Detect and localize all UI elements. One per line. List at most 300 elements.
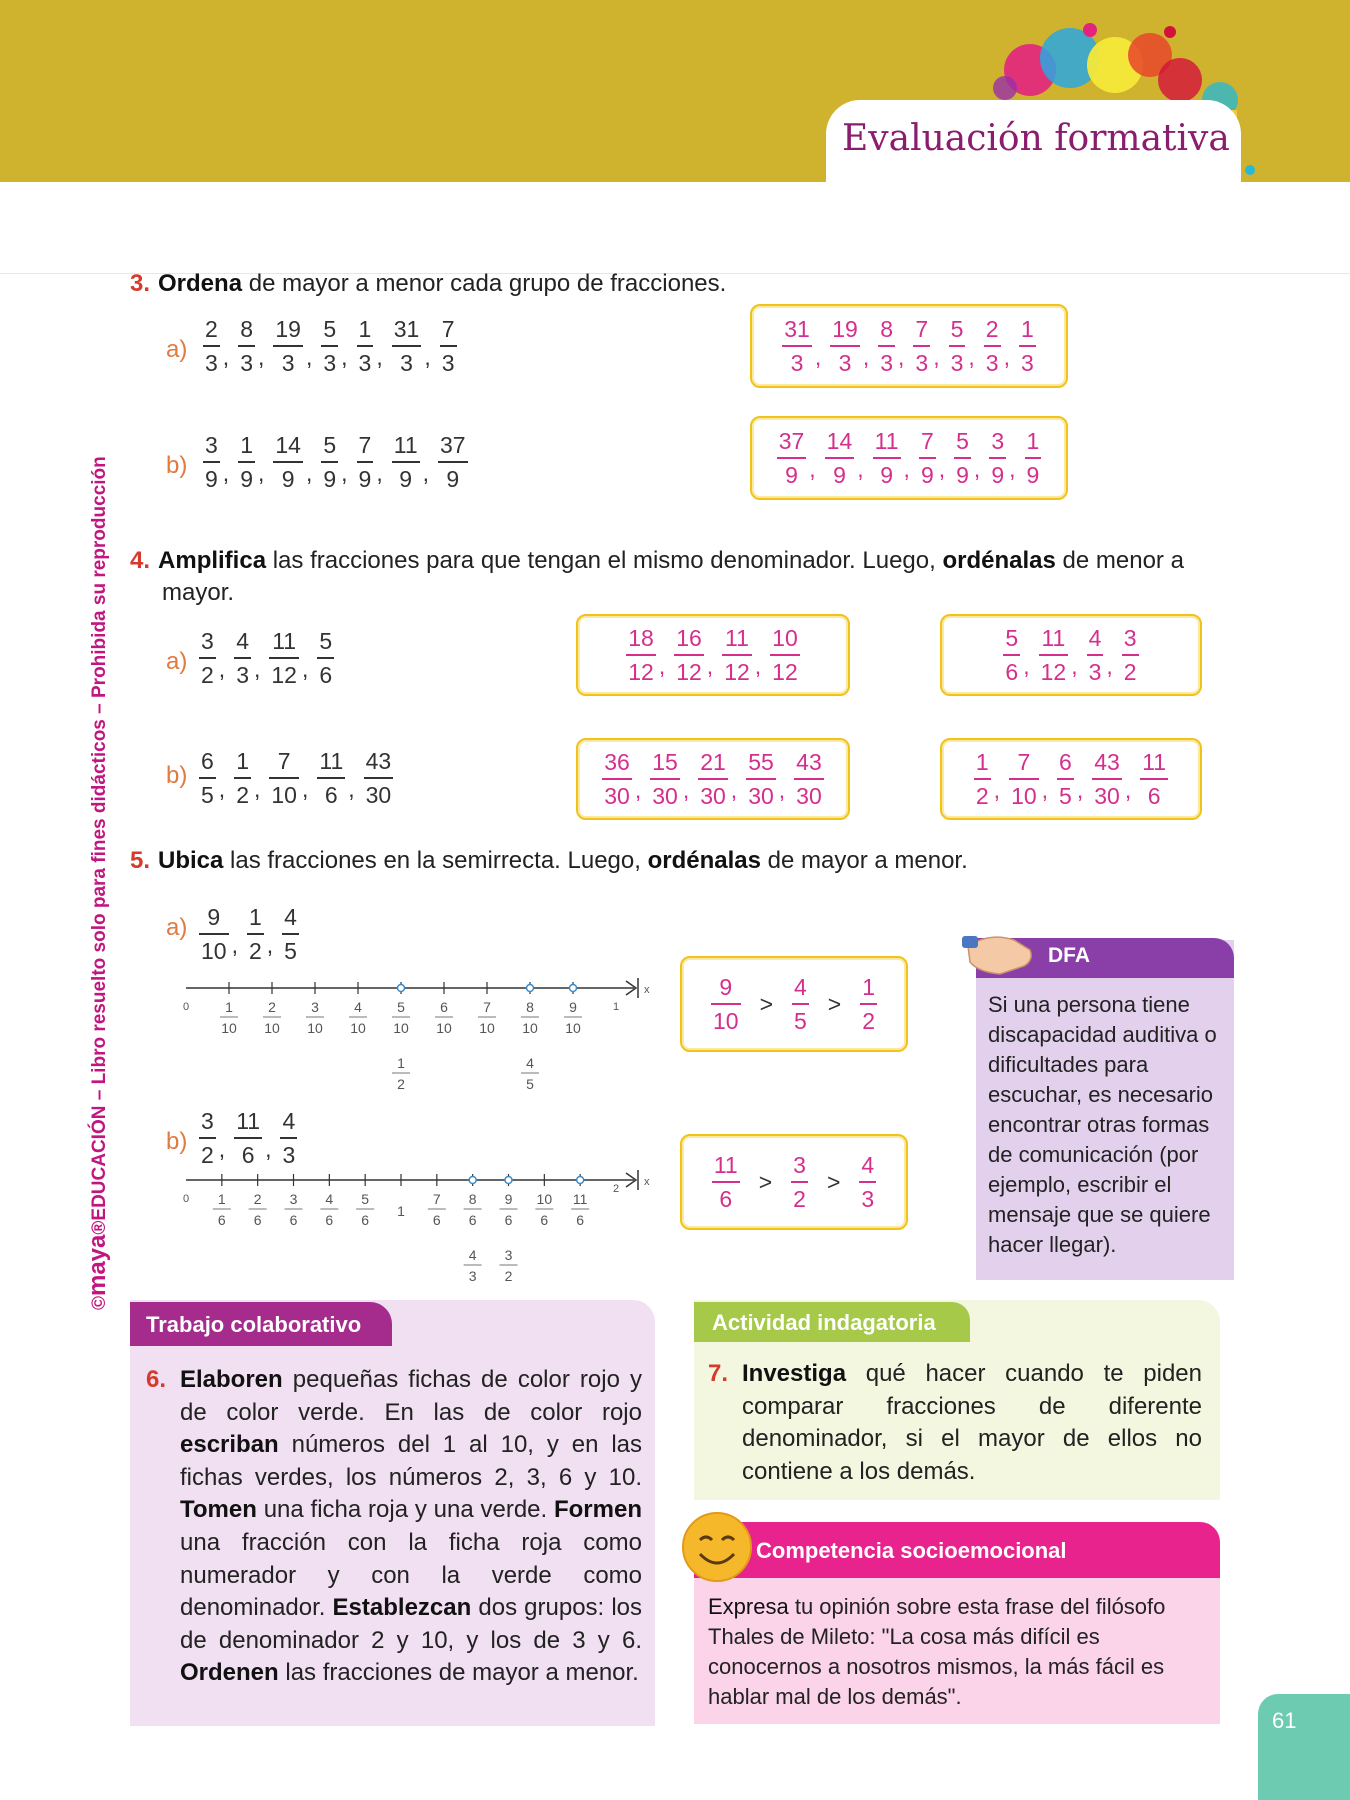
numerator: 11 bbox=[1041, 624, 1066, 651]
numerator: 10 bbox=[772, 624, 798, 651]
comma: , bbox=[933, 343, 940, 370]
comma: , bbox=[857, 455, 864, 482]
comma: , bbox=[257, 343, 265, 370]
fraction-bar bbox=[984, 345, 1001, 347]
fraction bbox=[1039, 625, 1069, 685]
tick-label bbox=[478, 999, 496, 1036]
fraction bbox=[1019, 316, 1036, 376]
numerator: 2 bbox=[205, 316, 218, 342]
svg-text:6: 6 bbox=[432, 1212, 441, 1228]
denominator: 2 bbox=[1123, 658, 1137, 685]
fraction-bar bbox=[1003, 654, 1020, 656]
denominator: 3 bbox=[985, 349, 999, 376]
inquiry-title: Actividad indagatoria bbox=[712, 1310, 936, 1335]
q5-label-b: b) bbox=[166, 1128, 188, 1155]
fraction bbox=[711, 974, 741, 1034]
axis-end-label: 1 bbox=[612, 1001, 620, 1013]
denominator: 9 bbox=[399, 465, 413, 492]
fraction-bar bbox=[317, 777, 345, 779]
copyright-sidebar: ©maya®EDUCACIÓN – Libro resuelto solo para fines didácticos – Prohibida su reproducción bbox=[84, 456, 111, 1310]
numerator: 11 bbox=[272, 628, 297, 654]
fraction-bar bbox=[273, 461, 303, 463]
fraction bbox=[954, 428, 971, 488]
svg-text:1: 1 bbox=[217, 1191, 226, 1207]
comma: , bbox=[634, 776, 642, 803]
svg-text:10: 10 bbox=[565, 1020, 581, 1036]
dfa-title: DFA bbox=[1048, 944, 1090, 967]
fraction bbox=[199, 628, 216, 688]
fraction-bar bbox=[440, 345, 457, 347]
svg-text:6: 6 bbox=[361, 1212, 370, 1228]
fraction-bar bbox=[794, 778, 824, 780]
numerator: 1 bbox=[1020, 315, 1034, 342]
sign-language-hand-icon bbox=[960, 926, 1040, 982]
greater-than-sign: > bbox=[758, 1168, 773, 1195]
denominator: 30 bbox=[700, 782, 726, 809]
fraction bbox=[989, 428, 1006, 488]
denominator: 6 bbox=[719, 1185, 733, 1212]
q4-a-given bbox=[196, 628, 337, 688]
smiley-face-icon bbox=[680, 1510, 754, 1584]
svg-text:9: 9 bbox=[569, 999, 577, 1015]
fraction bbox=[392, 432, 420, 492]
numerator: 31 bbox=[784, 315, 810, 342]
maya-logo: maya bbox=[84, 1234, 111, 1296]
axis-label: x bbox=[644, 984, 650, 996]
comma: , bbox=[1071, 652, 1078, 679]
comma: , bbox=[218, 1135, 226, 1162]
tick-label bbox=[213, 1191, 231, 1228]
tick-label bbox=[564, 999, 582, 1036]
fraction bbox=[860, 974, 877, 1034]
greater-than-sign: > bbox=[826, 1168, 841, 1195]
svg-text:5: 5 bbox=[397, 999, 405, 1015]
denominator: 12 bbox=[1040, 658, 1067, 685]
comma: , bbox=[1041, 776, 1049, 803]
denominator: 3 bbox=[861, 1185, 875, 1212]
q4-b-amplified-box bbox=[576, 738, 850, 820]
collab-title: Trabajo colaborativo bbox=[146, 1312, 362, 1337]
fraction-bar bbox=[392, 345, 422, 347]
fraction-bar bbox=[698, 778, 728, 780]
denominator: 9 bbox=[785, 461, 798, 488]
denominator: 3 bbox=[282, 1141, 296, 1168]
q3-a-answer bbox=[779, 316, 1039, 376]
fraction bbox=[282, 904, 299, 964]
svg-text:5: 5 bbox=[361, 1191, 370, 1207]
q5-b-number-line bbox=[180, 1160, 660, 1290]
fraction bbox=[321, 316, 338, 376]
q5-a-given bbox=[196, 904, 302, 964]
comma: , bbox=[341, 343, 348, 370]
axis-start-label: 0 bbox=[182, 1193, 190, 1205]
numerator: 4 bbox=[861, 1151, 875, 1178]
numerator: 7 bbox=[920, 427, 934, 454]
fraction-bar bbox=[860, 1003, 877, 1005]
tick-label bbox=[320, 1191, 338, 1228]
numerator: 1 bbox=[1026, 427, 1040, 454]
denominator: 3 bbox=[281, 349, 295, 376]
denominator: 3 bbox=[950, 349, 964, 376]
comma: , bbox=[341, 459, 348, 486]
q5-b-answer bbox=[709, 1152, 879, 1212]
denominator: 3 bbox=[1020, 349, 1034, 376]
comma: , bbox=[898, 343, 905, 370]
fraction bbox=[238, 316, 255, 376]
question-4: 4. Amplifica las fracciones para que tengan el mismo denominador. Luego, ordénalas de menor a mayor. bbox=[130, 547, 1184, 606]
numerator: 5 bbox=[956, 427, 969, 454]
comma: , bbox=[257, 459, 265, 486]
comma: , bbox=[1023, 652, 1030, 679]
denominator: 9 bbox=[880, 461, 893, 488]
svg-text:2: 2 bbox=[397, 1076, 405, 1092]
numerator: 7 bbox=[441, 316, 455, 342]
denominator: 30 bbox=[365, 781, 392, 808]
denominator: 6 bbox=[324, 781, 338, 808]
comma: , bbox=[305, 459, 313, 486]
denominator: 9 bbox=[1026, 461, 1040, 488]
greater-than-sign: > bbox=[759, 990, 773, 1017]
fraction bbox=[1009, 749, 1039, 809]
svg-text:3: 3 bbox=[311, 999, 319, 1015]
svg-text:6: 6 bbox=[217, 1212, 226, 1228]
svg-text:6: 6 bbox=[504, 1212, 513, 1228]
fraction bbox=[602, 749, 632, 809]
comma: , bbox=[305, 343, 313, 370]
axis-label: x bbox=[644, 1176, 650, 1188]
tick-label bbox=[285, 1191, 303, 1228]
numerator: 7 bbox=[358, 432, 372, 458]
greater-than-sign: > bbox=[827, 990, 842, 1017]
fraction-bar bbox=[1057, 778, 1074, 780]
svg-text:1: 1 bbox=[397, 1055, 405, 1071]
denominator: 10 bbox=[271, 781, 297, 808]
fraction-bar bbox=[1092, 778, 1122, 780]
denominator: 6 bbox=[1005, 658, 1019, 685]
comma: , bbox=[993, 776, 1001, 803]
denominator: 5 bbox=[201, 781, 214, 808]
marked-fraction-label bbox=[464, 1247, 482, 1284]
marked-point bbox=[577, 1177, 584, 1184]
fraction-bar bbox=[364, 777, 394, 779]
denominator: 3 bbox=[915, 349, 929, 376]
fraction bbox=[1140, 749, 1168, 809]
fraction bbox=[746, 749, 776, 809]
axis-start-label: 0 bbox=[182, 1001, 190, 1013]
fraction bbox=[203, 316, 220, 376]
fraction bbox=[364, 748, 394, 808]
socio-text: Expresa tu opinión sobre esta frase del filósofo Thales de Mileto: "La cosa más difícil es conocernos a nosotros mismos, la más fácil es hablar mal de los demás". bbox=[708, 1594, 1166, 1709]
fraction-bar bbox=[830, 345, 860, 347]
numerator: 1 bbox=[862, 973, 876, 1000]
fraction bbox=[392, 316, 422, 376]
fraction-bar bbox=[317, 657, 334, 659]
comma: , bbox=[903, 455, 910, 482]
denominator: 2 bbox=[862, 1007, 876, 1034]
numerator: 7 bbox=[915, 315, 929, 342]
tick-label bbox=[435, 999, 453, 1036]
fraction-bar bbox=[650, 778, 680, 780]
svg-text:4: 4 bbox=[325, 1191, 334, 1207]
comma: , bbox=[1076, 776, 1084, 803]
fraction bbox=[830, 316, 860, 376]
denominator: 12 bbox=[772, 658, 798, 685]
marked-point bbox=[570, 985, 577, 992]
fraction bbox=[269, 748, 299, 808]
comma: , bbox=[754, 652, 762, 679]
numerator: 43 bbox=[796, 748, 822, 775]
svg-text:2: 2 bbox=[504, 1268, 513, 1284]
denominator: 9 bbox=[358, 465, 372, 492]
denominator: 3 bbox=[790, 349, 804, 376]
q3-a-given bbox=[200, 316, 460, 376]
denominator: 9 bbox=[920, 461, 934, 488]
fraction bbox=[357, 316, 374, 376]
marked-point bbox=[505, 1177, 512, 1184]
fraction bbox=[1092, 749, 1122, 809]
q3-label-b: b) bbox=[166, 452, 188, 479]
fraction-bar bbox=[791, 1181, 808, 1183]
comma: , bbox=[1106, 652, 1113, 679]
fraction-bar bbox=[357, 345, 374, 347]
socio-title: Competencia socioemocional bbox=[756, 1538, 1067, 1563]
svg-text:8: 8 bbox=[526, 999, 534, 1015]
fraction bbox=[984, 316, 1001, 376]
fraction-bar bbox=[1122, 654, 1139, 656]
svg-text:3: 3 bbox=[289, 1191, 298, 1207]
fraction bbox=[974, 749, 991, 809]
svg-text:4: 4 bbox=[468, 1247, 477, 1263]
fraction-bar bbox=[602, 778, 632, 780]
numerator: 11 bbox=[319, 748, 344, 774]
svg-text:7: 7 bbox=[432, 1191, 441, 1207]
comma: , bbox=[231, 931, 238, 958]
comma: , bbox=[1124, 776, 1132, 803]
svg-text:10: 10 bbox=[522, 1020, 538, 1036]
fraction bbox=[722, 625, 752, 685]
fraction bbox=[1057, 749, 1074, 809]
numerator: 37 bbox=[778, 427, 805, 454]
denominator: 6 bbox=[1147, 782, 1161, 809]
denominator: 30 bbox=[796, 782, 822, 809]
svg-text:2: 2 bbox=[253, 1191, 262, 1207]
numerator: 5 bbox=[323, 432, 337, 458]
denominator: 30 bbox=[748, 782, 774, 809]
svg-text:6: 6 bbox=[325, 1212, 334, 1228]
numerator: 3 bbox=[201, 1108, 214, 1134]
numerator: 3 bbox=[1123, 624, 1137, 651]
comma: , bbox=[348, 775, 355, 802]
denominator: 9 bbox=[323, 465, 337, 492]
comma: , bbox=[424, 343, 431, 370]
comma: , bbox=[301, 655, 309, 682]
marked-point bbox=[398, 985, 405, 992]
denominator: 10 bbox=[1011, 782, 1037, 809]
numerator: 1 bbox=[975, 748, 989, 775]
svg-text:6: 6 bbox=[540, 1212, 549, 1228]
fraction-bar bbox=[321, 461, 338, 463]
fraction-bar bbox=[199, 657, 216, 659]
fraction bbox=[650, 749, 680, 809]
numerator: 9 bbox=[719, 973, 733, 1000]
svg-text:9: 9 bbox=[504, 1191, 513, 1207]
fraction-bar bbox=[770, 654, 800, 656]
comma: , bbox=[376, 459, 383, 486]
svg-text:6: 6 bbox=[440, 999, 448, 1015]
denominator: 2 bbox=[201, 1141, 214, 1168]
comma: , bbox=[682, 776, 690, 803]
fraction-bar bbox=[1039, 654, 1069, 656]
comma: , bbox=[376, 343, 383, 370]
marked-point bbox=[527, 985, 534, 992]
svg-text:10: 10 bbox=[536, 1191, 553, 1207]
numerator: 18 bbox=[628, 624, 654, 651]
fraction bbox=[199, 748, 216, 808]
svg-text:10: 10 bbox=[307, 1020, 323, 1036]
fraction-bar bbox=[913, 345, 930, 347]
q5-a-number-line bbox=[180, 968, 660, 1094]
numerator: 3 bbox=[991, 427, 1005, 454]
tick-label bbox=[263, 999, 281, 1036]
fraction bbox=[273, 316, 303, 376]
fraction bbox=[674, 625, 704, 685]
fraction bbox=[712, 1152, 740, 1212]
q4-a-ordered-box bbox=[940, 614, 1202, 696]
comma: , bbox=[222, 459, 230, 486]
numerator: 8 bbox=[880, 315, 893, 342]
comma: , bbox=[706, 652, 714, 679]
fraction-bar bbox=[746, 778, 776, 780]
svg-text:10: 10 bbox=[436, 1020, 452, 1036]
numerator: 5 bbox=[1005, 624, 1019, 651]
q5-label-a: a) bbox=[166, 914, 188, 941]
tick-label bbox=[349, 999, 367, 1036]
numerator: 14 bbox=[275, 432, 301, 458]
denominator: 2 bbox=[975, 782, 989, 809]
fraction-bar bbox=[234, 657, 251, 659]
page-number: 61 bbox=[1272, 1708, 1297, 1733]
fraction bbox=[626, 625, 656, 685]
svg-text:1: 1 bbox=[225, 999, 233, 1015]
denominator: 30 bbox=[652, 782, 678, 809]
denominator: 9 bbox=[240, 465, 253, 492]
numerator: 4 bbox=[794, 973, 807, 1000]
numerator: 3 bbox=[793, 1151, 806, 1178]
q3-b-answer-box bbox=[750, 416, 1068, 500]
tick-label bbox=[535, 1191, 553, 1228]
fraction bbox=[317, 748, 345, 808]
comma: , bbox=[1009, 455, 1016, 482]
denominator: 3 bbox=[1088, 658, 1102, 685]
numerator: 5 bbox=[950, 315, 964, 342]
numerator: 11 bbox=[713, 1151, 738, 1178]
dfa-text: Si una persona tiene discapacidad auditiva o dificultades para escuchar, es necesario encontrar otras formas de comunicación (por ejemplo, escribir el mensaje que se quiere hacer llegar). bbox=[988, 992, 1217, 1257]
fraction-bar bbox=[949, 345, 966, 347]
denominator: 12 bbox=[271, 661, 297, 688]
fraction-bar bbox=[711, 1003, 741, 1005]
axis-end-label: 2 bbox=[612, 1183, 620, 1195]
fraction-bar bbox=[878, 345, 895, 347]
fraction bbox=[1003, 625, 1020, 685]
denominator: 5 bbox=[1059, 782, 1072, 809]
denominator: 9 bbox=[446, 465, 460, 492]
fraction bbox=[1025, 428, 1042, 488]
svg-text:7: 7 bbox=[483, 999, 491, 1015]
q4-a-ordered bbox=[1000, 625, 1141, 685]
numerator: 7 bbox=[277, 748, 291, 774]
svg-text:10: 10 bbox=[350, 1020, 366, 1036]
fraction-bar bbox=[722, 654, 752, 656]
numerator: 11 bbox=[236, 1108, 261, 1134]
svg-text:6: 6 bbox=[289, 1212, 298, 1228]
svg-text:11: 11 bbox=[572, 1191, 588, 1207]
numerator: 5 bbox=[319, 628, 333, 654]
one-label: 1 bbox=[397, 1203, 405, 1219]
question-7: 7. Investiga qué hacer cuando te piden comparar fracciones de diferente denominador, si el mayor de ellos no contiene a los demás. bbox=[708, 1360, 1202, 1485]
tick-label bbox=[306, 999, 324, 1036]
denominator: 3 bbox=[323, 349, 337, 376]
fraction-bar bbox=[234, 777, 251, 779]
denominator: 3 bbox=[838, 349, 852, 376]
numerator: 5 bbox=[323, 316, 337, 342]
numerator: 37 bbox=[440, 432, 466, 458]
denominator: 5 bbox=[284, 937, 297, 964]
denominator: 9 bbox=[956, 461, 969, 488]
comma: , bbox=[222, 343, 230, 370]
fraction-bar bbox=[1019, 345, 1036, 347]
q4-label-b: b) bbox=[166, 762, 188, 789]
comma: , bbox=[266, 931, 274, 958]
tick-label bbox=[428, 1191, 446, 1228]
fraction-bar bbox=[282, 933, 299, 935]
denominator: 3 bbox=[240, 349, 253, 376]
fraction bbox=[247, 904, 264, 964]
svg-text:5: 5 bbox=[526, 1076, 534, 1092]
denominator: 3 bbox=[236, 661, 249, 688]
fraction bbox=[825, 428, 855, 488]
numerator: 19 bbox=[832, 315, 858, 342]
tick-label bbox=[500, 1191, 518, 1228]
marked-fraction-label bbox=[392, 1055, 410, 1092]
q5-a-answer-box bbox=[680, 956, 908, 1052]
numerator: 6 bbox=[1059, 748, 1072, 775]
fraction-bar bbox=[357, 461, 374, 463]
fraction-bar bbox=[238, 345, 255, 347]
numerator: 11 bbox=[393, 432, 418, 458]
q4-b-ordered bbox=[971, 749, 1171, 809]
numerator: 9 bbox=[207, 904, 221, 930]
svg-text:2: 2 bbox=[268, 999, 276, 1015]
fraction-bar bbox=[238, 461, 255, 463]
comma: , bbox=[253, 775, 261, 802]
fraction bbox=[234, 748, 251, 808]
fraction bbox=[791, 1152, 808, 1212]
svg-text:6: 6 bbox=[576, 1212, 585, 1228]
marked-point bbox=[469, 1177, 476, 1184]
fraction-bar bbox=[873, 457, 901, 459]
fraction bbox=[878, 316, 895, 376]
denominator: 6 bbox=[241, 1141, 255, 1168]
fraction-bar bbox=[1140, 778, 1168, 780]
svg-text:6: 6 bbox=[468, 1212, 477, 1228]
svg-text:10: 10 bbox=[221, 1020, 237, 1036]
q5-a-answer bbox=[708, 974, 880, 1034]
fraction-bar bbox=[273, 345, 303, 347]
fraction-bar bbox=[234, 1137, 262, 1139]
q4-a-amplified-box bbox=[576, 614, 850, 696]
denominator: 6 bbox=[319, 661, 333, 688]
tick-label bbox=[571, 1191, 589, 1228]
